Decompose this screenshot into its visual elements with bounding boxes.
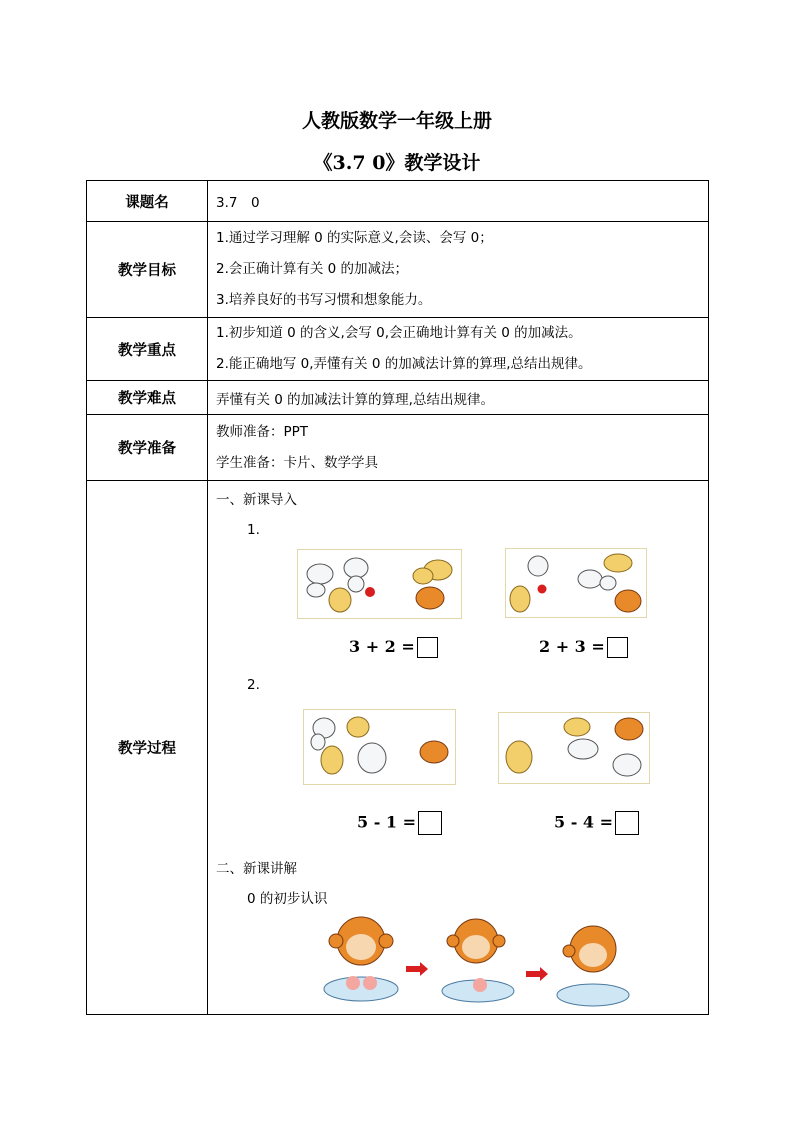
yellow-cat-icon: [321, 746, 343, 774]
section-intro-heading: 一、新课导入: [216, 492, 297, 508]
key-point-item: 2.能正确地写 0,弄懂有关 0 的加减法计算的算理,总结出规律。: [216, 356, 592, 372]
answer-box[interactable]: [615, 811, 639, 835]
value-preparation: [208, 415, 709, 481]
answer-box[interactable]: [417, 637, 438, 658]
white-cat-icon: [358, 743, 386, 773]
yellow-cat-icon: [564, 718, 590, 736]
preparation-item: 学生准备：卡片、数学学具: [216, 454, 378, 471]
white-cat-icon: [311, 718, 335, 750]
goal-item: 3.培养良好的书写习惯和想象能力。: [216, 292, 432, 308]
yellow-cat-icon: [604, 554, 632, 572]
monkey-icon: [447, 919, 505, 963]
document-subtitle: 《3.7 0》教学设计: [313, 152, 481, 174]
key-point-item: 1.初步知道 0 的含义,会写 0,会正确地计算有关 0 的加减法。: [216, 325, 582, 341]
monkey-peaches-illustration: [318, 911, 638, 1011]
arrow-right-icon: [526, 967, 548, 981]
yellow-cat-icon: [510, 586, 530, 612]
label-preparation: 教学准备: [87, 415, 208, 481]
label-process: 教学过程: [87, 481, 208, 1015]
goal-item: 1.通过学习理解 0 的实际意义,会读、会写 0；: [216, 230, 493, 246]
lesson-table: [86, 180, 709, 1015]
cats-picture-5-minus-1: [303, 709, 456, 785]
value-difficulty: 弄懂有关 0 的加减法计算的算理,总结出规律。: [208, 381, 709, 415]
document-title: 人教版数学一年级上册: [301, 110, 492, 132]
row-key-points: [87, 318, 709, 381]
monkey-icon: [329, 917, 393, 965]
section-lesson-heading: 二、新课讲解: [216, 861, 297, 877]
yellow-cat-icon: [347, 717, 369, 737]
red-ball-icon: [538, 585, 547, 594]
equation-text: 2 + 3 =: [539, 637, 605, 656]
row-difficulty: [87, 381, 709, 415]
value-process: [208, 481, 709, 1015]
row-topic: [87, 181, 709, 222]
label-key-points: 教学重点: [87, 318, 208, 381]
answer-box[interactable]: [418, 811, 442, 835]
goal-item: 2.会正确计算有关 0 的加减法；: [216, 261, 409, 277]
yellow-cat-icon: [329, 588, 351, 612]
equation-3-plus-2: [349, 637, 438, 658]
label-difficulty: 教学难点: [87, 381, 208, 415]
value-goals: [208, 222, 709, 318]
white-cat-icon: [344, 558, 368, 592]
peach-icon: [363, 976, 377, 990]
plate-icon: [324, 977, 398, 1001]
monkey-icon: [563, 926, 616, 972]
cats-illustration: [304, 710, 455, 784]
equation-text: 3 + 2 =: [349, 637, 415, 656]
white-cat-icon: [613, 754, 641, 776]
label-topic: 课题名: [87, 181, 208, 222]
item-2-number: 2.: [247, 677, 260, 693]
white-cat-icon: [307, 564, 333, 597]
equation-text: 5 - 4 =: [554, 812, 614, 832]
orange-cat-icon: [615, 590, 641, 612]
equation-5-minus-1: [357, 811, 442, 835]
orange-cat-icon: [416, 587, 444, 609]
cats-illustration: [499, 713, 649, 783]
plate-icon: [557, 984, 629, 1006]
orange-cat-icon: [420, 741, 448, 763]
equation-5-minus-4: [554, 811, 639, 835]
preparation-item: 教师准备：PPT: [216, 423, 309, 440]
row-process: [87, 481, 709, 1015]
value-topic: 3.7 0: [208, 181, 709, 222]
equation-2-plus-3: [539, 637, 628, 658]
cats-picture-2-plus-3: [505, 548, 647, 618]
equation-text: 5 - 1 =: [357, 812, 417, 832]
cats-picture-3-plus-2: [297, 549, 462, 619]
item-1-number: 1.: [247, 522, 260, 538]
peach-icon: [346, 976, 360, 990]
row-goals: [87, 222, 709, 318]
answer-box[interactable]: [607, 637, 628, 658]
cats-illustration: [298, 550, 461, 618]
white-cat-icon: [578, 570, 616, 590]
peach-icon: [473, 978, 487, 992]
value-key-points: [208, 318, 709, 381]
cats-illustration: [506, 549, 646, 617]
label-goals: 教学目标: [87, 222, 208, 318]
orange-cat-icon: [615, 718, 643, 740]
white-cat-icon: [568, 739, 598, 759]
subsection-zero-intro: 0 的初步认识: [247, 891, 328, 907]
white-cat-icon: [528, 556, 548, 576]
yellow-cat-icon: [506, 741, 532, 773]
arrow-right-icon: [406, 962, 428, 976]
cats-picture-5-minus-4: [498, 712, 650, 784]
yellow-cat-icon: [413, 560, 452, 584]
row-preparation: [87, 415, 709, 481]
red-ball-icon: [365, 587, 375, 597]
